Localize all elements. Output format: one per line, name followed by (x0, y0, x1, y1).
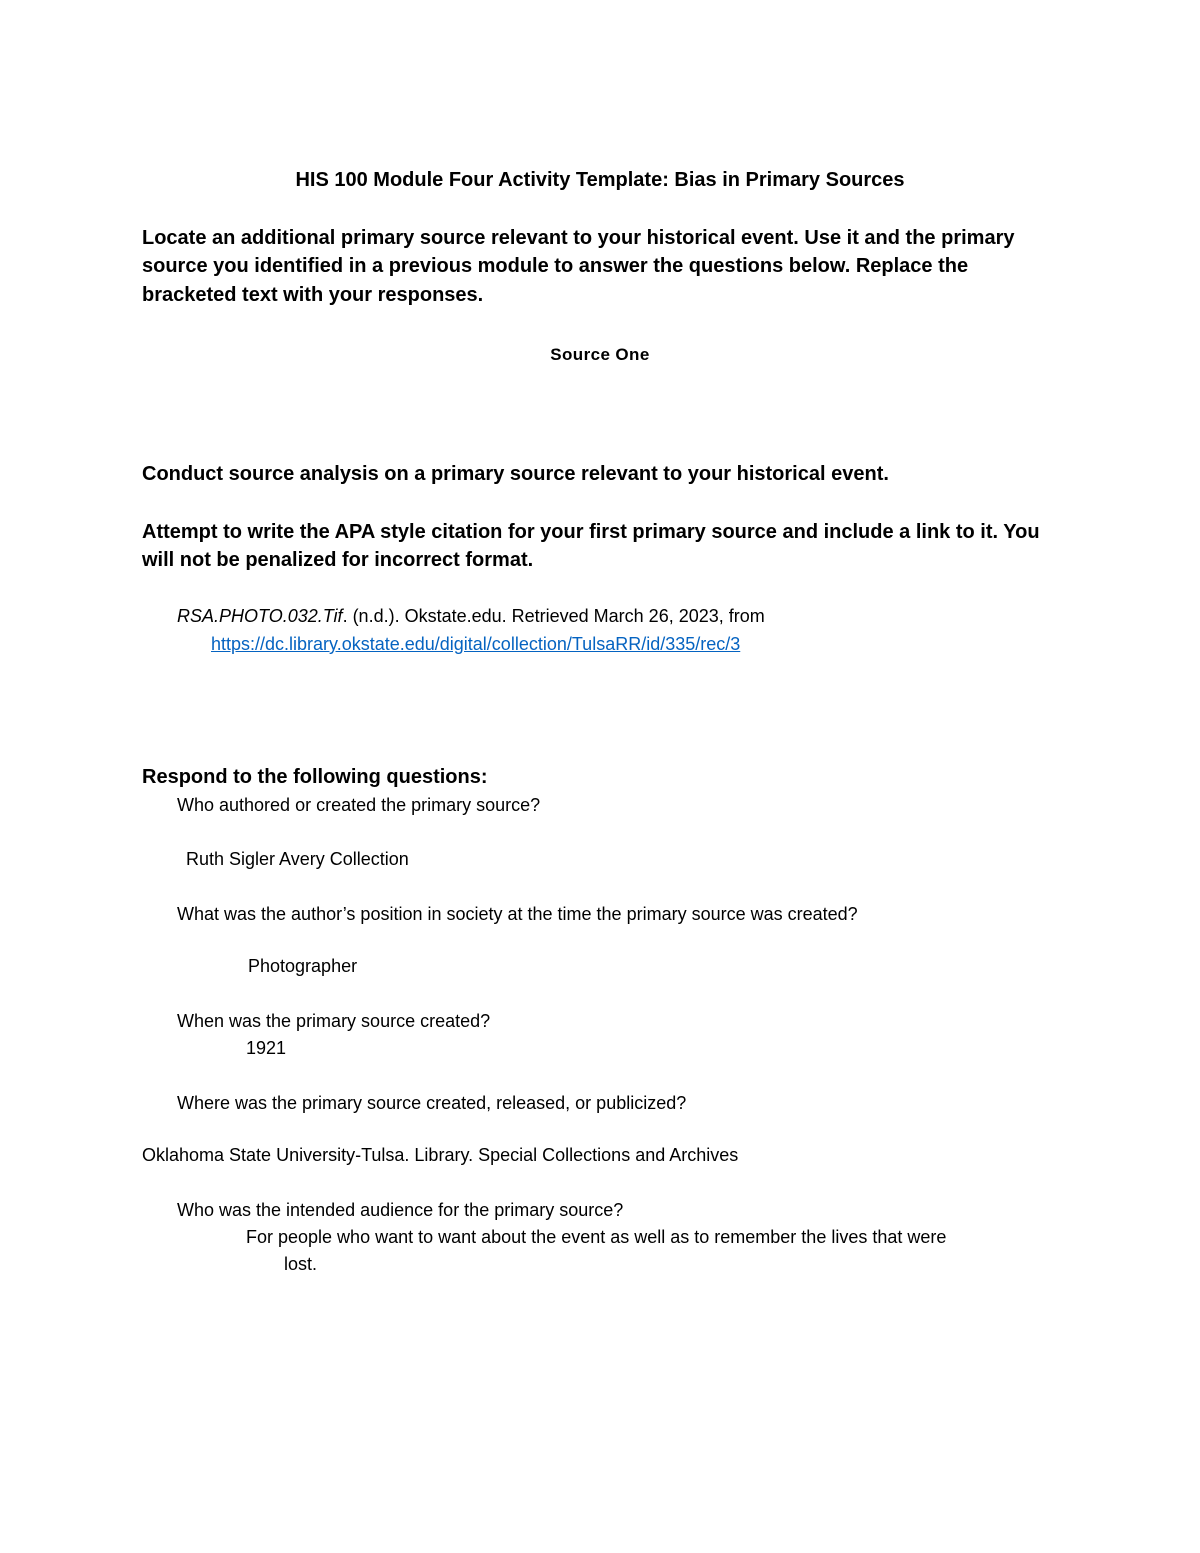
citation-link[interactable]: https://dc.library.okstate.edu/digital/collection/TulsaRR/id/335/rec/3 (211, 634, 741, 654)
citation-title: RSA.PHOTO.032.Tif (177, 606, 343, 626)
question-3: When was the primary source created? (177, 1011, 491, 1031)
intro-line-2: source you identified in a previous module to answer the questions below. Replace the (142, 255, 969, 277)
question-5: Who was the intended audience for the primary source? (177, 1200, 624, 1220)
answer-5-line-2: lost. (284, 1254, 318, 1274)
citation-rest: . (n.d.). Okstate.edu. Retrieved March 26, 2023, from (342, 606, 765, 626)
question-1: Who authored or created the primary source? (177, 795, 541, 815)
question-2: What was the author’s position in society at the time the primary source was created? (177, 904, 858, 924)
answer-2: Photographer (248, 956, 358, 976)
citation-instruction-line-2: will not be penalized for incorrect format. (142, 549, 534, 571)
citation-instruction-line-1: Attempt to write the APA style citation for your first primary source and include a link to it. You (142, 521, 1040, 543)
questions-heading: Respond to the following questions: (142, 766, 488, 788)
section-heading: Source One (550, 345, 650, 364)
intro-line-1: Locate an additional primary source relevant to your historical event. Use it and the primary (142, 227, 1015, 249)
page-title: HIS 100 Module Four Activity Template: Bias in Primary Sources (295, 169, 905, 191)
answer-3: 1921 (246, 1038, 287, 1058)
question-4: Where was the primary source created, released, or publicized? (177, 1093, 687, 1113)
analysis-instruction: Conduct source analysis on a primary source relevant to your historical event. (142, 463, 889, 485)
answer-1: Ruth Sigler Avery Collection (186, 849, 409, 869)
citation-line (177, 602, 765, 630)
answer-4: Oklahoma State University-Tulsa. Library. Special Collections and Archives (142, 1145, 739, 1165)
answer-5-line-1: For people who want to want about the event as well as to remember the lives that were (246, 1227, 947, 1247)
citation-url-line (211, 630, 740, 658)
intro-line-3: bracketed text with your responses. (142, 284, 484, 306)
